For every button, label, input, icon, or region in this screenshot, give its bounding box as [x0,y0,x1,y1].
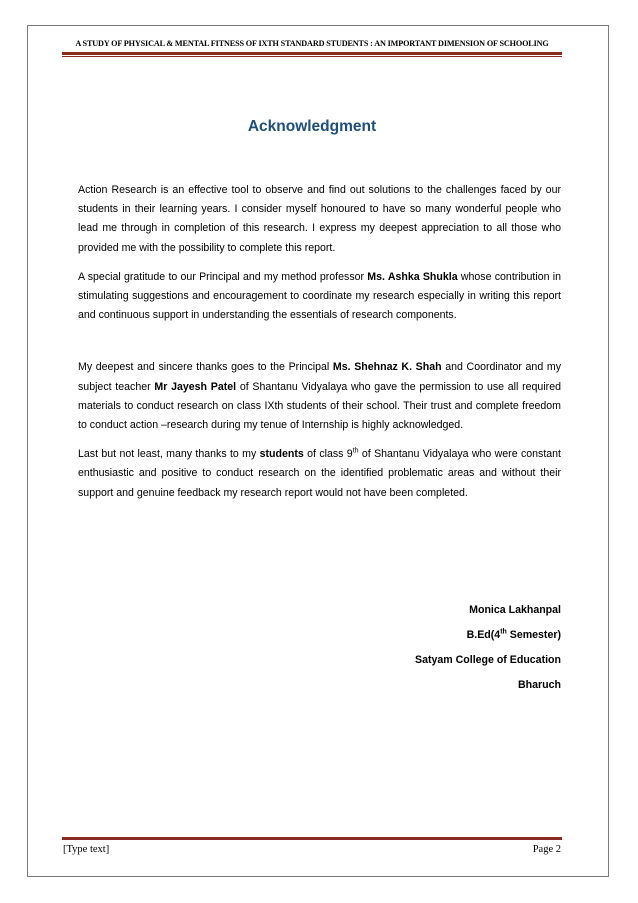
paragraph-1: Action Research is an effective tool to observe and find out solutions to the challenges faced by our students in their learning years. I consider myself honoured to have so many wonderful people who lead me through in completion of this research. I express my deepest appreciation to all those who provided me with the possibility to complete this report. [78,184,561,254]
page-title: Acknowledgment [247,118,377,135]
signature-city: Bharuch [518,679,561,691]
signature-block [415,598,561,698]
header-rule-thin [62,56,562,57]
signature-name: Monica Lakhanpal [469,604,561,616]
p4-superscript: th [352,447,359,455]
paragraph-2 [78,268,561,326]
degree-suffix: Semester) [506,629,561,641]
signature-degree [415,623,561,648]
p3-name-2: Mr Jayesh Patel [154,380,237,393]
p4-text-2: of class 9 [303,448,353,461]
header-rule [62,52,562,55]
p4-bold: students [259,448,304,461]
degree-superscript: th [500,628,507,636]
signature-college: Satyam College of Education [415,654,561,666]
paragraph-3 [78,358,561,435]
p4-text-3: of Shantanu Vidyalaya who were constant enthusiastic and positive to conduct research on the identified problematic areas and without their support and genuine feedback my research report would not have been completed. [78,448,561,499]
p3-text-1: My deepest and sincere thanks goes to the Principal [78,361,333,374]
p3-name-1: Ms. Shehnaz K. Shah [332,361,442,374]
p2-name: Ms. Ashka Shukla [367,270,458,283]
p3-text-3: of Shantanu Vidyalaya who gave the permission to use all required materials to conduct research on class IXth students of their school. Their trust and complete freedom to conduct action –research during my tenue of Internship is highly acknowledged. [78,380,561,432]
body-text [78,181,561,513]
running-header: A STUDY OF PHYSICAL & MENTAL FITNESS OF IXTH STANDARD STUDENTS : AN IMPORTANT DIMENSION OF SCHOOLING [75,39,549,48]
p2-text-before: A special gratitude to our Principal and my method professor [78,270,368,283]
footer-rule [62,837,562,840]
footer-page-number: Page 2 [532,844,561,855]
p4-text-1: Last but not least, many thanks to my [78,448,260,461]
paragraph-4 [78,445,561,503]
footer-left-text: [Type text] [63,844,110,855]
p2-text-after: whose contribution in stimulating suggestions and encouragement to coordinate my research especially in writing this report and continuous support in understanding the essentials of research components. [78,270,562,322]
degree-prefix: B.Ed(4 [466,629,501,641]
p3-text-2: and Coordinator and my subject teacher [78,361,561,393]
